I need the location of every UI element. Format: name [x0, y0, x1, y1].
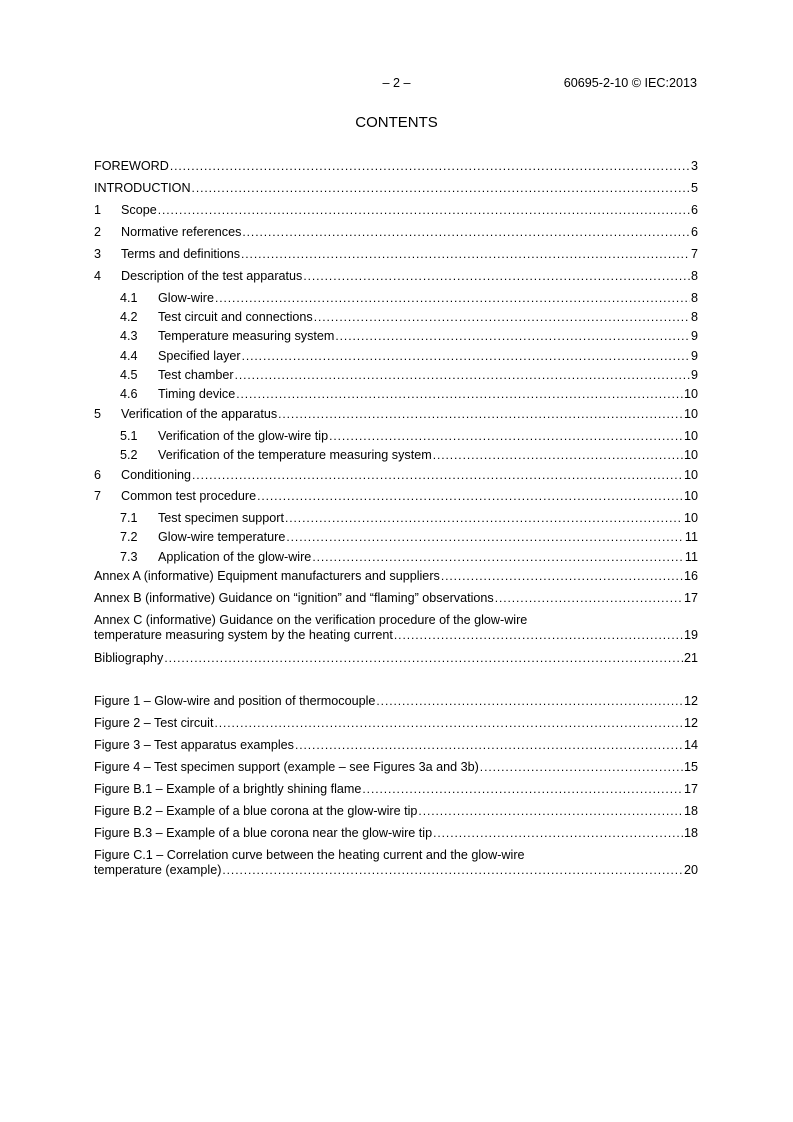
toc-entry[interactable]	[120, 386, 698, 403]
toc-entry-title: Terms and definitions	[121, 247, 241, 261]
dot-leader	[257, 488, 683, 505]
toc-entry-title: Temperature measuring system	[158, 329, 335, 343]
toc-entry-page: 21	[683, 651, 698, 665]
toc-entry-title: Normative references	[121, 225, 242, 239]
dot-leader	[376, 693, 683, 710]
dot-leader	[362, 781, 683, 798]
dot-leader	[192, 180, 690, 197]
toc-entry-page: 14	[683, 738, 698, 752]
toc-entry[interactable]	[120, 549, 698, 566]
dot-leader	[418, 803, 683, 820]
toc-entry[interactable]	[120, 348, 698, 365]
toc-entry-title: Test specimen support	[158, 511, 284, 525]
toc-entry-page: 10	[683, 429, 698, 443]
toc-entry-title: Specified layer	[158, 349, 241, 363]
toc-entry-page: 10	[683, 387, 698, 401]
toc-entry-title: Figure B.1 – Example of a brightly shining flame	[94, 782, 362, 796]
toc-entry-title: Figure 4 – Test specimen support (example – see Figures 3a and 3b)	[94, 760, 479, 774]
toc-entry-title: Annex B (informative) Guidance on “ignition” and “flaming” observations	[94, 591, 494, 605]
toc-entry-page: 17	[683, 782, 698, 796]
toc-entry-number: 7.2	[120, 530, 138, 544]
toc-entry-page: 15	[683, 760, 698, 774]
toc-entry[interactable]	[94, 467, 698, 484]
toc-entry[interactable]	[94, 650, 698, 667]
toc-entry-title: INTRODUCTION	[94, 181, 191, 195]
toc-entry-page: 10	[683, 448, 698, 462]
toc-entry-number: 4.4	[120, 349, 138, 363]
toc-entry-title: FOREWORD	[94, 159, 169, 173]
toc-entry-title: Conditioning	[121, 468, 192, 482]
dot-leader	[214, 715, 683, 732]
toc-entry[interactable]	[94, 568, 698, 585]
toc-entry-number: 6	[94, 468, 102, 482]
toc-entry-number: 1	[94, 203, 102, 217]
toc-entry-title: Scope	[121, 203, 157, 217]
dot-leader	[433, 825, 683, 842]
contents-title: CONTENTS	[355, 114, 438, 131]
toc-entry[interactable]	[94, 488, 698, 505]
toc-entry-page: 8	[690, 291, 698, 305]
toc-entry-title: Verification of the apparatus	[121, 407, 278, 421]
dot-leader	[242, 224, 690, 241]
dot-leader	[303, 268, 690, 285]
toc-entry-number: 2	[94, 225, 102, 239]
toc-entry-title: temperature (example)	[94, 863, 222, 877]
toc-entry-number: 4.6	[120, 387, 138, 401]
toc-entry[interactable]	[94, 202, 698, 219]
dot-leader	[394, 627, 683, 644]
toc-entry-page: 10	[683, 407, 698, 421]
toc-entry[interactable]	[120, 290, 698, 307]
toc-entry-page: 11	[684, 550, 698, 564]
toc-entry-page: 10	[683, 489, 698, 503]
toc-entry-page: 19	[683, 628, 698, 642]
dot-leader	[215, 290, 690, 307]
toc-entry-page: 8	[690, 269, 698, 283]
toc-entry-page: 18	[683, 804, 698, 818]
dot-leader	[295, 737, 683, 754]
toc-entry[interactable]	[94, 268, 698, 285]
dot-leader	[236, 386, 683, 403]
toc-entry-title: Application of the glow-wire	[158, 550, 312, 564]
toc-entry[interactable]	[120, 328, 698, 345]
toc-entry-title: Test chamber	[158, 368, 234, 382]
toc-entry-number: 7	[94, 489, 102, 503]
toc-entry-title: Bibliography	[94, 651, 164, 665]
dot-leader	[480, 759, 683, 776]
toc-entry[interactable]	[120, 309, 698, 326]
toc-entry[interactable]	[120, 367, 698, 384]
toc-entry[interactable]	[94, 803, 698, 820]
dot-leader	[192, 467, 683, 484]
toc-entry[interactable]	[94, 180, 698, 197]
toc-entry[interactable]	[94, 862, 698, 879]
toc-entry[interactable]	[94, 759, 698, 776]
dot-leader	[335, 328, 690, 345]
toc-entry-number: 5.1	[120, 429, 138, 443]
toc-entry[interactable]	[94, 825, 698, 842]
dot-leader	[170, 158, 690, 175]
toc-entry-number: 4.3	[120, 329, 138, 343]
toc-entry-title: Description of the test apparatus	[121, 269, 303, 283]
toc-entry-page: 20	[683, 863, 698, 877]
toc-entry-title: Figure B.2 – Example of a blue corona at the glow-wire tip	[94, 804, 418, 818]
toc-entry-number: 5.2	[120, 448, 138, 462]
dot-leader	[235, 367, 690, 384]
dot-leader	[241, 246, 690, 263]
toc-entry[interactable]	[94, 224, 698, 241]
dot-leader	[222, 862, 683, 879]
toc-entry-page: 10	[683, 468, 698, 482]
toc-entry-page: 17	[683, 591, 698, 605]
toc-entry[interactable]	[120, 428, 698, 445]
toc-entry[interactable]	[94, 715, 698, 732]
toc-entry-title: Glow-wire temperature	[158, 530, 286, 544]
toc-entry-number: 7.1	[120, 511, 138, 525]
toc-entry-number: 4.1	[120, 291, 138, 305]
toc-entry-page: 5	[690, 181, 698, 195]
dot-leader	[158, 202, 690, 219]
toc-entry-title: Test circuit and connections	[158, 310, 313, 324]
toc-entry-page: 12	[683, 694, 698, 708]
toc-entry-page: 9	[690, 368, 698, 382]
toc-entry-number: 5	[94, 407, 102, 421]
dot-leader	[329, 428, 683, 445]
toc-entry-line: Figure C.1 – Correlation curve between the heating current and the glow-wire	[94, 848, 525, 862]
dot-leader	[286, 529, 684, 546]
toc-entry[interactable]	[94, 158, 698, 175]
toc-entry[interactable]	[94, 693, 698, 710]
toc-entry-page: 9	[690, 329, 698, 343]
toc-entry-page: 9	[690, 349, 698, 363]
document-code: 60695-2-10 © IEC:2013	[563, 76, 697, 90]
toc-entry-page: 6	[690, 203, 698, 217]
dot-leader	[495, 590, 683, 607]
dot-leader	[164, 650, 683, 667]
dot-leader	[285, 510, 683, 527]
toc-entry-line: Annex C (informative) Guidance on the verification procedure of the glow-wire	[94, 613, 528, 627]
toc-entry[interactable]	[94, 590, 698, 607]
toc-entry-page: 7	[690, 247, 698, 261]
toc-entry-title: Timing device	[158, 387, 236, 401]
toc-entry[interactable]	[120, 447, 698, 464]
toc-entry-page: 8	[690, 310, 698, 324]
toc-entry-title: temperature measuring system by the heating current	[94, 628, 393, 642]
toc-entry[interactable]	[94, 406, 698, 423]
toc-entry-title: Common test procedure	[121, 489, 257, 503]
page-number: – 2 –	[382, 76, 411, 90]
toc-entry[interactable]	[94, 737, 698, 754]
toc-entry[interactable]	[120, 510, 698, 527]
toc-entry-page: 10	[683, 511, 698, 525]
dot-leader	[242, 348, 690, 365]
toc-entry-page: 16	[683, 569, 698, 583]
toc-entry[interactable]	[94, 627, 698, 644]
dot-leader	[314, 309, 690, 326]
toc-entry-title: Verification of the glow-wire tip	[158, 429, 329, 443]
toc-entry-title: Figure B.3 – Example of a blue corona near the glow-wire tip	[94, 826, 433, 840]
toc-entry-number: 4	[94, 269, 102, 283]
toc-entry-title: Figure 1 – Glow-wire and position of thermocouple	[94, 694, 376, 708]
toc-entry-title: Figure 2 – Test circuit	[94, 716, 214, 730]
dot-leader	[278, 406, 683, 423]
toc-entry-page: 18	[683, 826, 698, 840]
toc-entry-title: Annex A (informative) Equipment manufacturers and suppliers	[94, 569, 440, 583]
toc-entry-title: Glow-wire	[158, 291, 214, 305]
toc-entry-page: 6	[690, 225, 698, 239]
dot-leader	[441, 568, 683, 585]
toc-entry-title: Verification of the temperature measuring system	[158, 448, 432, 462]
toc-entry-page: 11	[684, 530, 698, 544]
toc-entry-page: 3	[690, 159, 698, 173]
toc-entry-number: 4.2	[120, 310, 138, 324]
toc-entry[interactable]	[94, 781, 698, 798]
toc-entry[interactable]	[120, 529, 698, 546]
toc-entry-title: Figure 3 – Test apparatus examples	[94, 738, 294, 752]
dot-leader	[433, 447, 683, 464]
toc-entry-number: 4.5	[120, 368, 138, 382]
toc-entry[interactable]	[94, 246, 698, 263]
dot-leader	[312, 549, 684, 566]
toc-entry-page: 12	[683, 716, 698, 730]
toc-entry-number: 7.3	[120, 550, 138, 564]
toc-entry-number: 3	[94, 247, 102, 261]
